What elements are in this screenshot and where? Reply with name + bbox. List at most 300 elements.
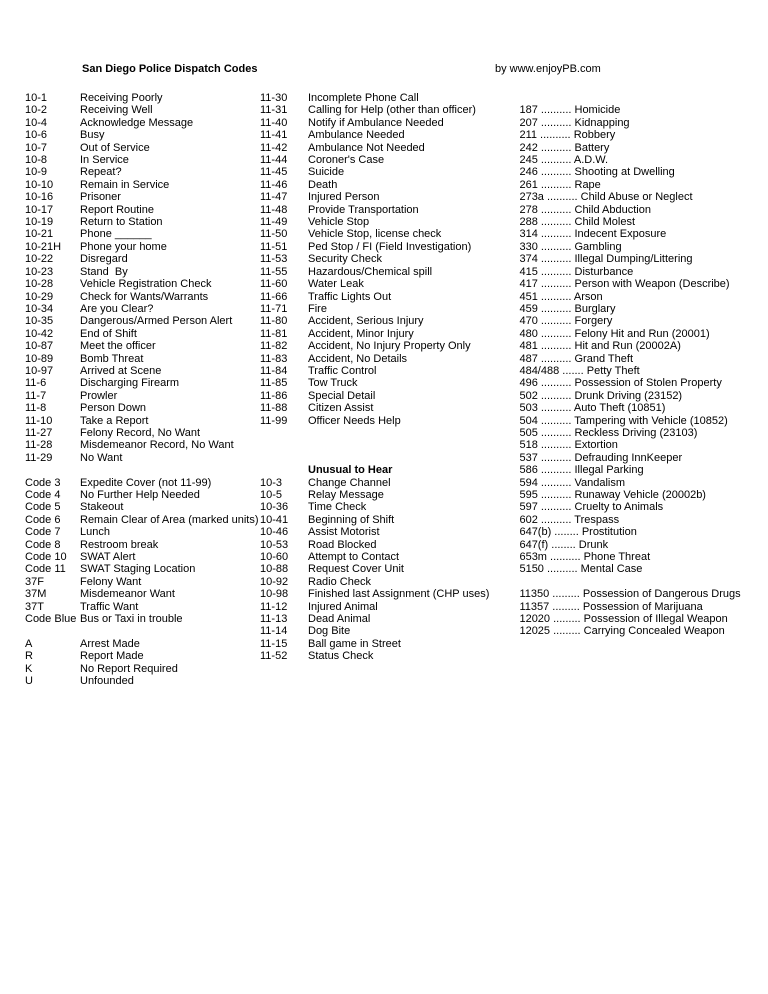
- dispatch-code: 10-16: [25, 191, 54, 204]
- dispatch-code: 10-22: [25, 253, 54, 266]
- dispatch-description: Traffic Lights Out: [308, 290, 392, 303]
- dispatch-code: 10-42: [25, 327, 54, 340]
- penal-code-label: Indecent Exposure: [574, 228, 667, 241]
- penal-code: 242: [519, 141, 538, 154]
- penal-code: 502: [519, 389, 538, 402]
- penal-code-label: Person with Weapon (Describe): [574, 278, 730, 291]
- penal-code: 647(b): [519, 526, 552, 539]
- dispatch-code: 10-4: [25, 116, 48, 129]
- dispatch-code-row: [260, 117, 495, 129]
- dispatch-description: Bomb Threat: [80, 352, 144, 365]
- penal-code-label: Felony Hit and Run (20001): [574, 327, 710, 340]
- dispatch-code: 10-9: [25, 166, 48, 179]
- dispatch-code-row: [260, 166, 495, 178]
- penal-code-label: Auto Theft (10851): [573, 402, 666, 415]
- dispatch-description: Death: [308, 178, 338, 191]
- penal-code-label: Child Abduction: [574, 203, 651, 216]
- dispatch-code: 11-14: [260, 625, 288, 638]
- penal-code-label: Child Molest: [574, 216, 636, 229]
- dot-leader: ..........: [537, 476, 575, 489]
- dot-leader: ..........: [537, 501, 575, 514]
- penal-code-label: Trespass: [574, 513, 620, 526]
- dispatch-description: Expedite Cover (not 11-99): [80, 476, 212, 489]
- dispatch-code: 11-29: [25, 451, 53, 464]
- dispatch-description: Report Made: [80, 650, 144, 663]
- penal-code: 518: [519, 439, 538, 452]
- dispatch-description: [80, 625, 260, 637]
- dispatch-code: 11-66: [260, 290, 288, 303]
- dispatch-code: 10-7: [25, 141, 48, 154]
- dispatch-description: No Further Help Needed: [80, 489, 200, 501]
- dispatch-code: 10-88: [260, 563, 289, 576]
- dispatch-code: 11-28: [25, 439, 53, 452]
- dot-leader: ..........: [537, 352, 575, 365]
- dispatch-code-row: [25, 576, 260, 588]
- dispatch-code: 11-80: [260, 315, 288, 328]
- dispatch-description: Restroom break: [80, 538, 159, 551]
- dispatch-code: 10-98: [260, 588, 289, 601]
- dispatch-code-row: [25, 563, 260, 575]
- dot-leader: ..........: [546, 551, 584, 564]
- dispatch-code-row: [260, 191, 495, 203]
- dispatch-code: 10-17: [25, 203, 54, 216]
- dispatch-code: 10-3: [260, 476, 283, 489]
- dispatch-description: Phone your home: [80, 240, 167, 253]
- dispatch-code: 11-55: [260, 265, 288, 278]
- dispatch-code-row: [260, 601, 495, 613]
- dispatch-description: [308, 427, 495, 439]
- dispatch-code: 11-60: [260, 278, 288, 291]
- dispatch-code: Code Blue: [25, 613, 77, 626]
- dispatch-code-row: [25, 551, 260, 563]
- penal-code-label: Burglary: [574, 302, 616, 315]
- dispatch-description: Misdemeanor Record, No Want: [80, 439, 234, 452]
- penal-code: 480: [519, 327, 538, 340]
- dispatch-description: Incomplete Phone Call: [308, 92, 419, 104]
- dispatch-code: [260, 439, 308, 451]
- dispatch-code-row: [260, 291, 495, 303]
- dispatch-code-row: [260, 551, 495, 563]
- dispatch-code-row: [260, 129, 495, 141]
- dispatch-code: [260, 464, 308, 476]
- dispatch-description: Vehicle Stop, license check: [308, 228, 442, 241]
- dispatch-description: Acknowledge Message: [80, 116, 194, 129]
- dispatch-description: Special Detail: [308, 389, 376, 402]
- penal-code: 597: [519, 501, 538, 514]
- dispatch-code: 11-7: [25, 389, 47, 402]
- dispatch-code: 11-82: [260, 340, 288, 353]
- dispatch-code-row: [260, 204, 495, 216]
- dispatch-code: Code 11: [25, 563, 66, 576]
- dispatch-code-row: [260, 228, 495, 240]
- dispatch-code: 11-48: [260, 203, 288, 216]
- dispatch-code: 11-50: [260, 228, 288, 241]
- dispatch-description: Beginning of Shift: [308, 513, 395, 526]
- dot-leader: ..........: [543, 563, 581, 576]
- dispatch-code: A: [25, 637, 33, 650]
- dispatch-code: 11-47: [260, 191, 288, 204]
- penal-code: 11350: [519, 588, 550, 601]
- dispatch-description: Dog Bite: [308, 625, 351, 638]
- penal-code-label: Petty Theft: [586, 364, 640, 377]
- penal-code: 211: [519, 129, 537, 142]
- dispatch-code-row: [25, 439, 260, 451]
- dot-leader: ..........: [537, 327, 575, 340]
- dot-leader: ..........: [537, 178, 575, 191]
- dispatch-code-row: [260, 241, 495, 253]
- dispatch-code: 10-1: [25, 92, 48, 104]
- dispatch-code-row: [25, 464, 260, 476]
- dispatch-code: 10-60: [260, 551, 289, 564]
- dispatch-description: Water Leak: [308, 278, 364, 291]
- dispatch-code-row: [25, 402, 260, 414]
- dispatch-code-row: [25, 477, 260, 489]
- dispatch-description: Repeat?: [80, 166, 122, 179]
- dispatch-code-row: [25, 291, 260, 303]
- dispatch-description: Unusual to Hear: [308, 464, 393, 477]
- dispatch-description: Vehicle Registration Check: [80, 278, 212, 291]
- dispatch-code-row: [25, 129, 260, 141]
- dispatch-description: Busy: [80, 129, 105, 142]
- dispatch-description: Hazardous/Chemical spill: [308, 265, 433, 278]
- dispatch-description: Fire: [308, 302, 327, 315]
- dispatch-code-row: [260, 340, 495, 352]
- dispatch-description: [80, 464, 260, 476]
- dispatch-code: R: [25, 650, 33, 663]
- penal-code: 484/488: [519, 364, 560, 377]
- penal-code: 246: [519, 166, 538, 179]
- dispatch-code: 11-8: [25, 402, 47, 415]
- dot-leader: ..........: [537, 203, 575, 216]
- dispatch-code-row: [25, 253, 260, 265]
- dot-leader: ..........: [537, 464, 575, 477]
- dispatch-description: Radio Check: [308, 575, 371, 588]
- dispatch-description: Are you Clear?: [80, 302, 154, 315]
- dispatch-description: Felony Want: [80, 575, 142, 588]
- dispatch-code: [25, 625, 80, 637]
- dispatch-code-row: [260, 650, 495, 662]
- dot-leader: ........: [551, 526, 582, 539]
- penal-code-label: Prostitution: [581, 526, 637, 539]
- dispatch-code: 11-44: [260, 154, 288, 167]
- dot-leader: ..........: [537, 240, 575, 253]
- dispatch-code-row: [25, 377, 260, 389]
- dispatch-code-row: [25, 266, 260, 278]
- dispatch-code-row: [260, 501, 495, 513]
- dispatch-code: 11-42: [260, 141, 288, 154]
- penal-code: 503: [519, 402, 538, 415]
- penal-code: 12025: [519, 625, 551, 638]
- dispatch-code: 11-31: [260, 104, 288, 117]
- penal-code-label: Defrauding InnKeeper: [574, 451, 683, 464]
- dot-leader: .........: [549, 588, 583, 601]
- dispatch-description: Calling for Help (other than officer): [308, 104, 476, 117]
- dispatch-code-row: [260, 154, 495, 166]
- dispatch-description: SWAT Alert: [80, 551, 136, 564]
- penal-code-label: Phone Threat: [583, 551, 651, 564]
- penal-code: 330: [519, 240, 538, 253]
- dispatch-description: Bus or Taxi in trouble: [80, 613, 183, 626]
- dispatch-code: K: [25, 662, 33, 675]
- dispatch-code-row: [25, 191, 260, 203]
- dispatch-code: 10-23: [25, 265, 54, 278]
- dispatch-description: Citizen Assist: [308, 402, 374, 415]
- dispatch-code: 11-81: [260, 327, 288, 340]
- dispatch-description: Injured Person: [308, 191, 380, 204]
- dot-leader: .........: [550, 625, 584, 638]
- dispatch-code-row: [260, 625, 495, 637]
- dot-leader: .........: [550, 613, 584, 626]
- dispatch-code: 10-29: [25, 290, 54, 303]
- dispatch-code: 10-28: [25, 278, 54, 291]
- penal-code: 595: [519, 489, 538, 502]
- penal-code: 415: [519, 265, 538, 278]
- dispatch-description: Take a Report: [80, 414, 149, 427]
- dispatch-code: Code 5: [25, 501, 61, 514]
- dispatch-description: In Service: [80, 154, 129, 167]
- dispatch-description: Accident, No Details: [308, 352, 408, 365]
- dispatch-code-row: [260, 588, 495, 600]
- dot-leader: ..........: [537, 389, 575, 402]
- dispatch-code-row: [260, 489, 495, 501]
- dispatch-description: Accident, Serious Injury: [308, 315, 424, 328]
- dispatch-description: Report Routine: [80, 203, 154, 216]
- penal-code: 288: [519, 216, 538, 229]
- dispatch-code-row: [260, 315, 495, 327]
- dispatch-description: Notify if Ambulance Needed: [308, 116, 444, 129]
- dot-leader: ..........: [537, 315, 575, 328]
- dispatch-description: Prowler: [80, 389, 118, 402]
- dispatch-code: Code 4: [25, 489, 61, 501]
- dispatch-code-row: [260, 353, 495, 365]
- credit-text: by www.enjoyPB.com: [495, 63, 601, 75]
- dispatch-code-row: [25, 613, 260, 625]
- penal-code-label: Reckless Driving (23103): [574, 426, 698, 439]
- dot-leader: ..........: [537, 141, 575, 154]
- dispatch-code: 10-87: [25, 340, 54, 353]
- dispatch-code-row: [260, 328, 495, 340]
- dispatch-code-row: [25, 204, 260, 216]
- dot-leader: ..........: [537, 253, 575, 266]
- dispatch-code-row: [25, 514, 260, 526]
- dispatch-code-row: [25, 638, 260, 650]
- dispatch-code-row: [260, 477, 495, 489]
- dispatch-code-row: [260, 613, 495, 625]
- dispatch-code-row: [260, 266, 495, 278]
- dispatch-code: 11-85: [260, 377, 288, 390]
- dispatch-code-row: [25, 650, 260, 662]
- dispatch-description: Stand By: [80, 265, 128, 278]
- dot-leader: ..........: [537, 402, 574, 415]
- dispatch-code-row: [25, 601, 260, 613]
- dot-leader: ..........: [537, 451, 575, 464]
- dispatch-code-row: [260, 365, 495, 377]
- penal-code-label: Possession of Illegal Weapon: [583, 613, 728, 626]
- dispatch-code-row: [260, 415, 495, 427]
- penal-code: 245: [519, 154, 538, 167]
- penal-code-label: Runaway Vehicle (20002b): [574, 489, 706, 502]
- dispatch-code-row: [260, 303, 495, 315]
- dispatch-code-row: [25, 142, 260, 154]
- dispatch-code-row: [25, 588, 260, 600]
- penal-code-label: Rape: [574, 178, 601, 191]
- penal-code-row: [495, 92, 765, 117]
- dispatch-description: Check for Wants/Warrants: [80, 290, 209, 303]
- dispatch-code-row: [25, 365, 260, 377]
- dispatch-code: 10-5: [260, 489, 283, 501]
- penal-code-label: A.D.W.: [573, 154, 609, 167]
- dispatch-code: 10-89: [25, 352, 54, 365]
- dot-leader: ..........: [537, 302, 575, 315]
- dispatch-code: 10-92: [260, 575, 289, 588]
- dot-leader: ..........: [543, 191, 581, 204]
- dispatch-description: Felony Record, No Want: [80, 426, 201, 439]
- dispatch-code-row: [260, 464, 495, 476]
- dispatch-description: Accident, No Injury Property Only: [308, 340, 471, 353]
- penal-code: 374: [519, 253, 538, 266]
- dot-leader: ..........: [537, 290, 574, 303]
- dispatch-code: 10-8: [25, 154, 48, 167]
- penal-code-row: [495, 576, 765, 601]
- dispatch-description: Meet the officer: [80, 340, 156, 353]
- dispatch-code-row: [260, 216, 495, 228]
- dispatch-code-row: [260, 576, 495, 588]
- dispatch-description: Assist Motorist: [308, 526, 380, 539]
- dispatch-description: Unfounded: [80, 675, 134, 688]
- dispatch-code-row: [260, 390, 495, 402]
- penal-code: 594: [519, 476, 538, 489]
- penal-code-label: Cruelty to Animals: [574, 501, 664, 514]
- penal-code: 505: [519, 426, 538, 439]
- dot-leader: ..........: [537, 228, 575, 241]
- dispatch-code: 10-36: [260, 501, 289, 514]
- dispatch-description: End of Shift: [80, 327, 137, 340]
- penal-code: 586: [519, 464, 538, 477]
- dispatch-description: Stakeout: [80, 501, 124, 514]
- dispatch-code: 37F: [25, 575, 44, 588]
- dot-leader: ..........: [537, 377, 575, 390]
- penal-code: 647(f): [519, 538, 549, 551]
- dispatch-code: Code 7: [25, 526, 61, 539]
- dispatch-description: SWAT Staging Location: [80, 563, 196, 576]
- dispatch-description: Dangerous/Armed Person Alert: [80, 315, 233, 328]
- dispatch-code: 10-21H: [25, 240, 62, 253]
- dispatch-code: 11-12: [260, 600, 288, 613]
- dispatch-code: 10-10: [25, 178, 54, 191]
- dispatch-code: 37M: [25, 588, 47, 601]
- dot-leader: ..........: [537, 439, 575, 452]
- dispatch-code: [260, 427, 308, 439]
- dispatch-code: 11-52: [260, 650, 288, 663]
- dispatch-code-row: [260, 92, 495, 104]
- dispatch-code: U: [25, 675, 33, 688]
- dispatch-codes-column-1: [25, 92, 260, 688]
- dispatch-description: Security Check: [308, 253, 382, 266]
- dispatch-code-row: [260, 563, 495, 575]
- dot-leader: ..........: [537, 216, 575, 229]
- penal-code-label: Possession of Marijuana: [582, 600, 703, 613]
- penal-code-label: Possession of Stolen Property: [574, 377, 722, 390]
- dispatch-code-row: [25, 526, 260, 538]
- dispatch-description: Lunch: [80, 526, 110, 539]
- penal-code-label: Illegal Dumping/Littering: [574, 253, 693, 266]
- penal-code-label: Extortion: [574, 439, 618, 452]
- penal-code: 11357: [519, 600, 550, 613]
- dispatch-description: Discharging Firearm: [80, 377, 180, 390]
- dispatch-code-row: [260, 278, 495, 290]
- dispatch-code-row: [25, 241, 260, 253]
- penal-code-label: Child Abuse or Neglect: [580, 191, 693, 204]
- dispatch-description: Suicide: [308, 166, 345, 179]
- dispatch-code-row: [25, 353, 260, 365]
- penal-code-label: Battery: [574, 141, 610, 154]
- dispatch-code-row: [25, 675, 260, 687]
- dispatch-code-row: [25, 427, 260, 439]
- dispatch-description: Change Channel: [308, 476, 391, 489]
- dispatch-description: Traffic Want: [80, 600, 139, 613]
- dispatch-code: 11-41: [260, 129, 288, 142]
- dot-leader: ..........: [537, 426, 575, 439]
- dispatch-code-row: [25, 390, 260, 402]
- dispatch-code-row: [25, 489, 260, 501]
- dispatch-codes-column-2: [260, 92, 495, 663]
- dispatch-code-row: [260, 514, 495, 526]
- dispatch-code: 11-53: [260, 253, 288, 266]
- dispatch-code-row: [260, 179, 495, 191]
- penal-code: 496: [519, 377, 538, 390]
- dot-leader: ..........: [537, 154, 574, 167]
- dispatch-description: Ball game in Street: [308, 637, 401, 650]
- dispatch-code: 11-51: [260, 240, 288, 253]
- dispatch-description: Person Down: [80, 402, 147, 415]
- penal-code: 653m: [519, 551, 547, 564]
- dispatch-code-row: [260, 638, 495, 650]
- dispatch-description: Ped Stop / FI (Field Investigation): [308, 240, 472, 253]
- dispatch-description: Traffic Control: [308, 364, 377, 377]
- penal-code: 602: [519, 513, 538, 526]
- dispatch-code: [260, 452, 308, 464]
- dispatch-code-row: [260, 539, 495, 551]
- dispatch-description: [308, 439, 495, 451]
- dispatch-code-row: [25, 216, 260, 228]
- dot-leader: ..........: [537, 340, 575, 353]
- dispatch-code: 11-99: [260, 414, 288, 427]
- dispatch-description: Prisoner: [80, 191, 121, 204]
- dispatch-code-row: [25, 278, 260, 290]
- penal-code: 470: [519, 315, 538, 328]
- dispatch-code: 11-40: [260, 116, 288, 129]
- penal-code-label: Robbery: [573, 129, 616, 142]
- dispatch-code: 11-13: [260, 613, 288, 626]
- dispatch-code-row: [260, 452, 495, 464]
- dispatch-code: 10-21: [25, 228, 54, 241]
- penal-code: 481: [519, 340, 538, 353]
- dispatch-code: 11-71: [260, 302, 288, 315]
- dispatch-description: No Report Required: [80, 662, 178, 675]
- dispatch-description: [308, 452, 495, 464]
- dispatch-code-row: [25, 663, 260, 675]
- dispatch-code: Code 10: [25, 551, 67, 564]
- dispatch-code: 11-83: [260, 352, 288, 365]
- penal-code-label: Hit and Run (20002A): [574, 340, 681, 353]
- dot-leader: .........: [549, 600, 583, 613]
- dispatch-code: 11-49: [260, 216, 288, 229]
- dot-leader: ........: [548, 538, 579, 551]
- dispatch-description: No Want: [80, 451, 123, 464]
- dispatch-code-row: [25, 154, 260, 166]
- dispatch-code: 11-84: [260, 364, 288, 377]
- dispatch-description: Status Check: [308, 650, 374, 663]
